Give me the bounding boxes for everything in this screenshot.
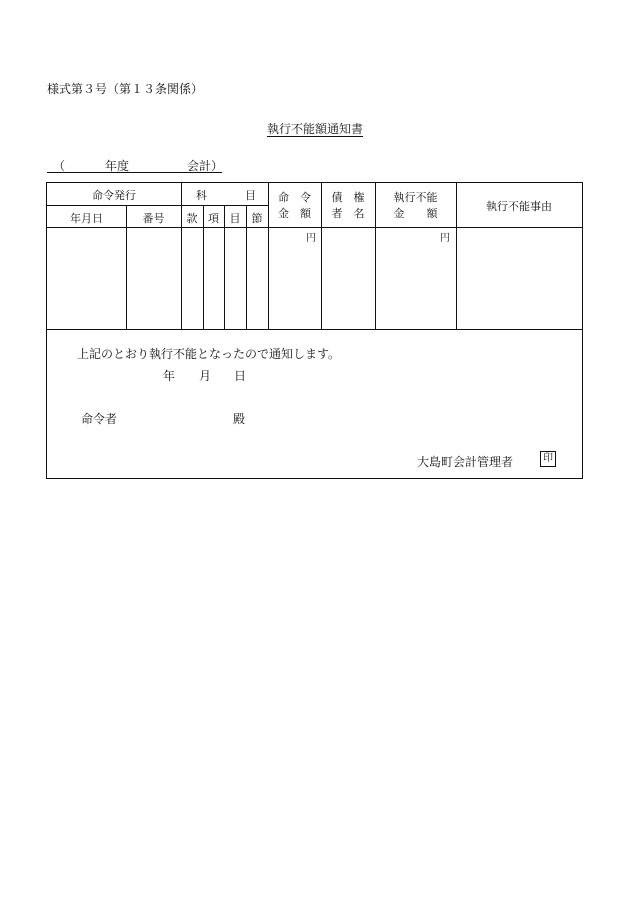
moku-header: 目 (229, 212, 241, 225)
fiscal-year-line (47, 157, 222, 173)
fiscal-account-label: 会計） (187, 159, 224, 173)
notice-statement: 上記のとおり執行不能となったので通知します。 (77, 347, 341, 361)
fiscal-year-label: 年度 (105, 159, 130, 173)
date-header: 年月日 (70, 212, 103, 225)
header-bottom-line (47, 227, 582, 228)
document-title (0, 120, 630, 137)
number-header: 番号 (142, 212, 165, 225)
notice-day: 日 (234, 369, 247, 383)
unexec-amount-header (375, 190, 456, 222)
honorific-label: 殿 (233, 412, 246, 426)
table-bottom-line (47, 329, 582, 330)
order-amount-header-top: 命 令 (278, 191, 311, 204)
setsu-header: 節 (251, 212, 263, 225)
reason-header: 執行不能事由 (486, 200, 552, 213)
kou-header: 項 (208, 212, 219, 225)
unexec-amount-header-bottom: 金 額 (393, 207, 438, 220)
form-number: 様式第３号（第１３条関係） (47, 82, 204, 96)
order-amount-header (268, 190, 321, 222)
order-subject-divider (181, 183, 182, 329)
order-amount-yen: 円 (306, 233, 316, 244)
subject-header-right: 目 (245, 189, 256, 202)
order-issue-header: 命令発行 (92, 189, 136, 202)
creditor-header-top: 債 権 (331, 191, 365, 204)
kan-header: 款 (186, 212, 198, 225)
subject-header-left: 科 (196, 189, 207, 202)
fiscal-open-paren: （ (53, 159, 66, 173)
manager-label: 大島町会計管理者 (417, 455, 514, 469)
seal-stamp: 印 (540, 451, 556, 467)
creditor-header (321, 190, 375, 222)
notice-table (46, 182, 583, 479)
notice-year: 年 (163, 369, 176, 383)
header-divider-left (47, 205, 268, 206)
creditor-header-bottom: 者 名 (331, 207, 365, 220)
unexec-amount-header-top: 執行不能 (393, 191, 438, 204)
document-title-text: 執行不能額通知書 (266, 122, 363, 136)
unexec-amount-yen: 円 (440, 233, 450, 244)
notice-month: 月 (199, 369, 212, 383)
order-amount-header-bottom: 金 額 (278, 207, 311, 220)
commander-label: 命令者 (81, 412, 118, 426)
